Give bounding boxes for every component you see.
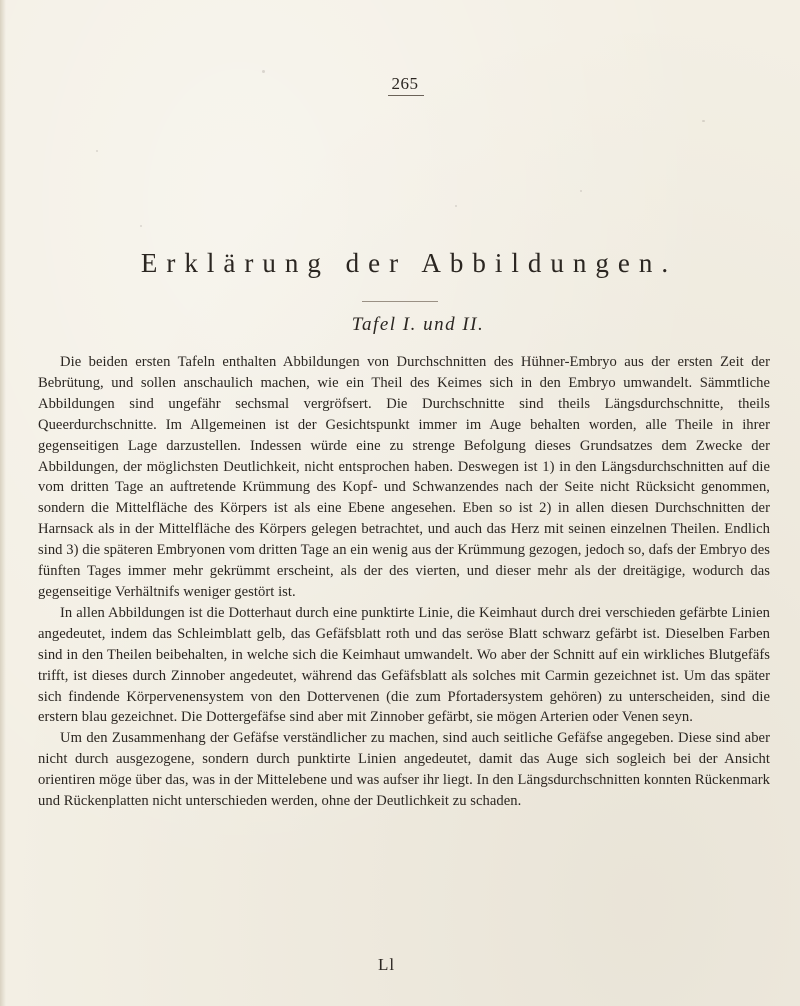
printer-signature-mark: Ll: [378, 955, 396, 974]
page-number-underline: [388, 95, 424, 96]
body-text: [38, 352, 770, 812]
paragraph-2: In allen Abbildungen ist die Dotterhaut durch eine punktirte Linie, die Keimhaut durch drei verschieden gefärbte Linien angedeutet, indem das Schleimblatt gelb, das Gefäfsblatt roth und das seröse Blatt schwarz gefärbt ist. Dieselben Farben sind in den Theilen beibehalten, in welche sich die Keimhaut umwandelt. Wo aber der Schnitt auf ein wirkliches Blutgefäfs trifft, ist dieses durch Zinnober angedeutet, während das Gefäfsblatt als solches mit Carmin gezeichnet ist. Um das später sich findende Körpervenensystem von den Dottervenen (die zum Pfortadersystem gehören) zu unterscheiden, sind die erstern blau gezeichnet. Die Dottergefäfse sind aber mit Zinnober gefärbt, sie mögen Arterien oder Venen seyn.: [38, 604, 770, 726]
paragraph-3: Um den Zusammenhang der Gefäfse verständlicher zu machen, sind auch seitliche Gefäfse angegeben. Diese sind aber nicht durch ausgezogene, sondern durch punktirte Linien angedeutet, damit das Auge sich sogleich bei der Ansicht orientiren möge über das, was in der Mittelebene und was aufser ihr liegt. In den Längsdurchschnitten konnten Rückenmark und Rückenplatten nicht unterschieden werden, ohne der Deutlichkeit zu schaden.: [38, 730, 770, 810]
plate-subheading: Tafel I. und II.: [351, 314, 485, 335]
page-edge-shadow: [0, 0, 6, 1006]
page-heading: Erklärung der Abbildungen.: [140, 248, 678, 278]
heading-divider: [362, 301, 438, 302]
page-number: 265: [391, 74, 419, 93]
paragraph-1: Die beiden ersten Tafeln enthalten Abbildungen von Durchschnitten des Hühner-Embryo aus der ersten Zeit der Bebrütung, und sollen anschaulich machen, wie ein Theil des Keimes sich in den Embryo umwandelt. Sämmtliche Abbildungen sind ungefähr sechsmal vergröfsert. Die Durchschnitte sind theils Längsdurchschnitte, theils Queerdurchschnitte. Im Allgemeinen ist der Gesichtspunkt immer im Auge behalten worden, alle Theile in ihrer gegenseitigen Lage darzustellen. Indessen würde eine zu strenge Befolgung dieses Grundsatzes dem Zwecke der Abbildungen, der möglichsten Deutlichkeit, nicht entsprochen haben. Deswegen ist 1) in den Längsdurchschnitten auf die vom dritten Tage an auftretende Krümmung des Kopf- und Schwanzendes nach der Seite nicht Rücksicht genommen, sondern die Mittelfläche des Körpers ist als eine Ebene angesehen. Eben so ist 2) in allen diesen Durchschnitten der Harnsack als in der Mittelfläche des Körpers gelegen betrachtet, und auch das Herz mit seinen einzelnen Theilen. Endlich sind 3) die späteren Embryonen vom dritten Tage an ein wenig aus der Krümmung gezogen, jedoch so, dafs der Embryo des fünften Tages immer mehr gekrümmt erscheint, als der des vierten, und dieser mehr als der dreitägige, wodurch das gegenseitige Verhältnifs weniger gestört ist.: [38, 354, 770, 600]
